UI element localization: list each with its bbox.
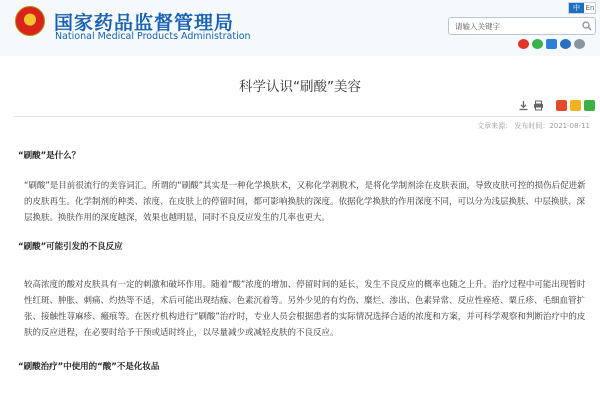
app-icon[interactable]: [546, 39, 557, 49]
article-body: [18, 150, 592, 373]
search-input[interactable]: [455, 19, 577, 33]
share-weibo-icon[interactable]: [556, 100, 567, 111]
share-qzone-icon[interactable]: [570, 100, 581, 111]
section-paragraph-1: “刷酸”是目前很流行的美容词汇。所谓的“刷酸”其实是一种化学换肤术，又称化学剥脱术，是将化学制剂涂在皮肤表面，导致皮肤可控的损伤后促进新的皮肤再生。化学制剂的种类、浓度、在皮肤上的停留时间，都可影响换肤的深度。依据化学换肤的作用深度不同，可以分为浅层换肤、中层换肤、深层换肤。换肤作用的深度越深，效果也越明显，同时不良反应发生的几率也更大。: [24, 181, 586, 223]
site-title[interactable]: 国家药品监督管理局: [54, 12, 235, 34]
download-icon[interactable]: [518, 100, 529, 111]
section-paragraph-2: 较高浓度的酸对皮肤具有一定的刺激和破坏作用。随着“酸”浓度的增加、停留时间的延长，发生不良反应的概率也随之上升。治疗过程中可能出现暂时性红斑、肿胀、刺痛、灼热等不适，术后可能出现结痂、色素沉着等。另外少见的有灼伤、糜烂、渗出、色素异常、反应性痤疮、粟丘疹、毛细血管扩张、接触性荨麻疹、瘢痕等。在医疗机构进行“刷酸”治疗时，专业人员会根据患者的实际情况选择合适的浓度和方案，并可科学观察和判断治疗中的皮肤的反应进程，在必要时给予干预或适时终止，以尽量减少或减轻皮肤的不良反应。: [24, 280, 586, 338]
accessibility-icon[interactable]: [560, 39, 571, 49]
section-heading-2: “刷酸”可能引发的不良反应: [18, 242, 123, 252]
national-emblem-icon[interactable]: [15, 6, 45, 36]
site-title-english[interactable]: National Medical Products Administration: [55, 31, 251, 42]
search-icon[interactable]: [582, 21, 592, 31]
lang-chinese-button[interactable]: 中: [569, 3, 584, 13]
article-title: 科学认识“刷酸”美容: [239, 79, 361, 95]
weibo-icon[interactable]: [518, 39, 529, 49]
section-heading-3: “刷酸治疗”中使用的“酸”不是化妆品: [18, 362, 160, 372]
article-tools: [518, 100, 598, 114]
print-icon[interactable]: [533, 100, 544, 111]
section-heading-1: “刷酸”是什么？: [18, 151, 81, 161]
lang-english-button[interactable]: En: [585, 4, 595, 12]
header-share-icons: [518, 39, 598, 51]
share-wechat-icon[interactable]: [584, 100, 595, 111]
search-box: [448, 17, 596, 35]
settings-icon[interactable]: [574, 39, 585, 49]
title-divider: [14, 116, 590, 117]
article-meta: 文章来源： 发布时间：2021-08-11: [477, 122, 590, 130]
language-switch: [568, 2, 596, 14]
site-header: [0, 0, 600, 56]
wechat-icon[interactable]: [532, 39, 543, 49]
